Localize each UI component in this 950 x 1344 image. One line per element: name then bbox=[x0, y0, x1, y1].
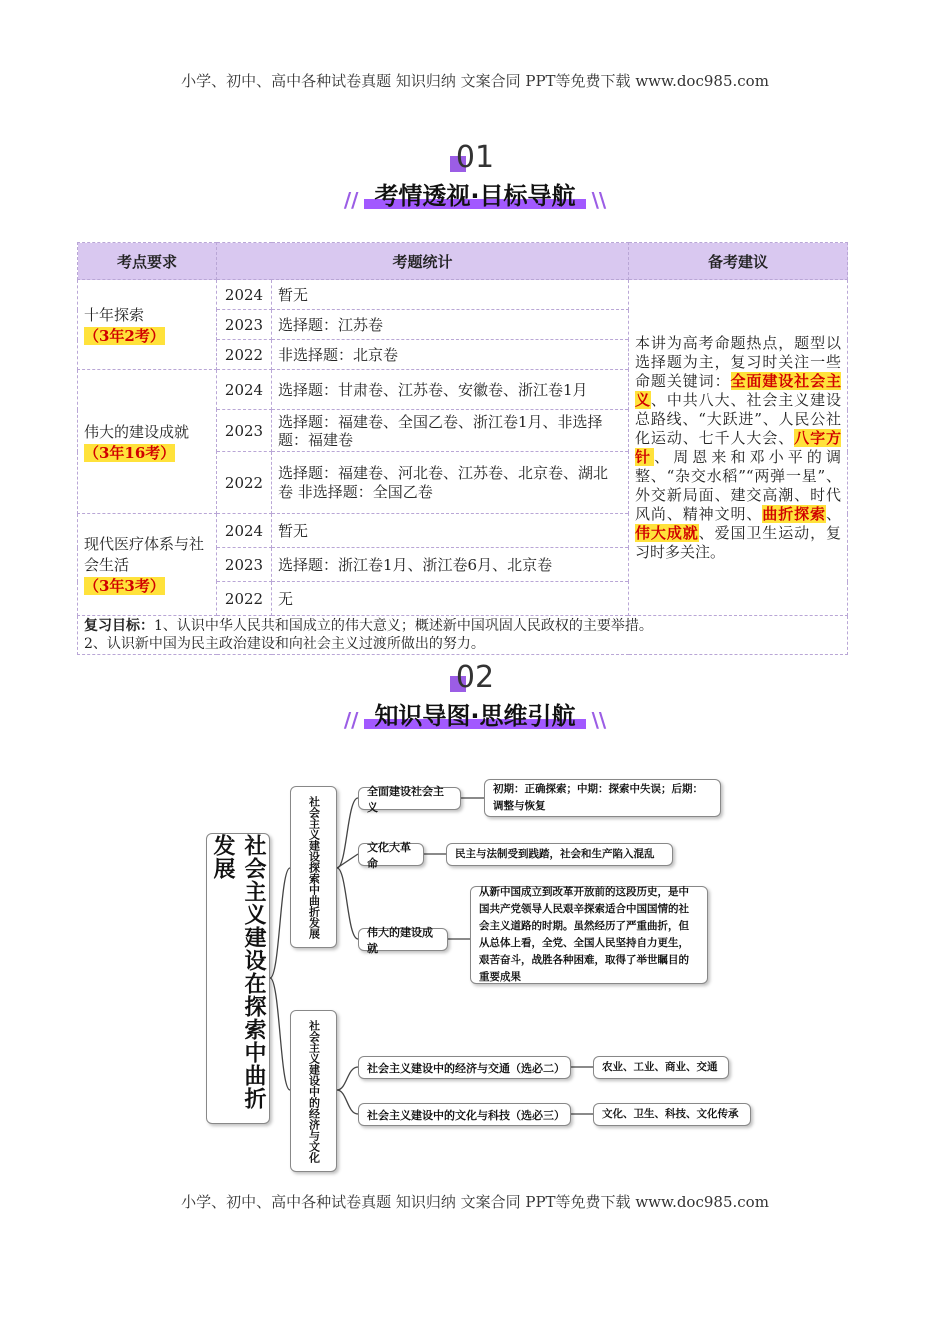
section-title: 考情透视·目标导航 bbox=[364, 176, 585, 211]
mindmap-desc: 从新中国成立到改革开放前的这段历史，是中国共产党领导人民艰辛探索适合中国国情的社会主义道路的时期。虽然经历了严重曲折，但从总体上看，全党、全国人民坚持自力更生，艰苦奋斗，战胜各种困难，取得了举世瞩目的重要成果 bbox=[470, 886, 708, 984]
section-number: 01 bbox=[456, 142, 494, 174]
count-badge: （3年3考） bbox=[84, 577, 165, 595]
mindmap-branch-2: 社会主义建设中的经济与文化 bbox=[290, 1010, 337, 1172]
topic-cell: 十年探索 （3年2考） bbox=[78, 280, 217, 370]
col-header: 考点要求 bbox=[78, 243, 217, 280]
slash-decoration-icon: // bbox=[343, 707, 359, 732]
mindmap-item: 全面建设社会主义 bbox=[358, 787, 461, 810]
topic-cell: 现代医疗体系与社会生活 （3年3考） bbox=[78, 514, 217, 616]
page-header: 小学、初中、高中各种试卷真题 知识归纳 文案合同 PPT等免费下载 www.doc985.com bbox=[181, 72, 769, 90]
page-footer: 小学、初中、高中各种试卷真题 知识归纳 文案合同 PPT等免费下载 www.doc985.com bbox=[181, 1193, 769, 1211]
col-header: 备考建议 bbox=[629, 243, 848, 280]
mindmap-item: 社会主义建设中的文化与科技（选必三） bbox=[358, 1103, 571, 1126]
mindmap-desc: 文化、卫生、科技、文化传承 bbox=[593, 1103, 751, 1126]
exam-analysis-table: 考点要求 考题统计 备考建议 十年探索 （3年2考） 2024 暂无 本讲为高考命题热点，题型以选择题为主，复习时关注一些命题关键词：全面建设社会主义、中共八大、社会主义建设总路线、“大跃进”、人民公社化运动、七千人大会、八字方针、周恩来和邓小平的调整、“杂交水稻”“两弹一星”、外交新局面、建交高潮、时代风尚、精神文明、曲折探索、伟大成就、爱国卫生运动，复习时多关注。 2023 选择题：江苏卷 2022 非选择题：北京卷 伟大的建设成就 （3年16考） 2024 选择题：甘肃卷、江苏卷、安徽卷、浙江卷1月 2023 选择题：福建卷、全国乙卷、浙江卷1月、非选择题：福建卷 2022 选择题：福建卷、河北卷、江苏卷、北京卷、湖北卷 非选择题：全国乙卷 现代医疗体系与社会生活 （3年3考） 2024 暂无 2023 选择题：浙江卷1月、浙江卷6月、北京卷 2022 无 复习目标：1、认识中华人民共和国成立的伟大意义；概述新中国巩固人民政权的主要举措。 2、认识新中国为民主政治建设和向社会主义过渡所做出的努力。 bbox=[77, 242, 848, 655]
topic-cell: 伟大的建设成就 （3年16考） bbox=[78, 370, 217, 514]
mindmap-desc: 农业、工业、商业、交通 bbox=[593, 1056, 729, 1079]
slash-decoration-icon: \\ bbox=[591, 707, 607, 732]
mindmap-desc: 初期：正确探索；中期：探索中失误；后期：调整与恢复 bbox=[484, 779, 721, 817]
slash-decoration-icon: \\ bbox=[591, 187, 607, 212]
col-header: 考题统计 bbox=[217, 243, 629, 280]
section-number: 02 bbox=[456, 662, 494, 694]
count-badge: （3年2考） bbox=[84, 326, 165, 345]
mindmap-root: 社会主义建设在探索中曲折发展 bbox=[206, 833, 270, 1124]
mindmap-item: 文化大革命 bbox=[358, 843, 424, 866]
mindmap-branch-1: 社会主义建设探索中曲折发展 bbox=[290, 786, 337, 948]
mindmap-item: 社会主义建设中的经济与交通（选必二） bbox=[358, 1056, 571, 1079]
mindmap-item: 伟大的建设成就 bbox=[358, 928, 448, 951]
section-title: 知识导图·思维引航 bbox=[364, 696, 585, 731]
count-badge: （3年16考） bbox=[84, 443, 176, 462]
mindmap-desc: 民主与法制受到践踏，社会和生产陷入混乱 bbox=[446, 843, 673, 866]
advice-cell: 本讲为高考命题热点，题型以选择题为主，复习时关注一些命题关键词：全面建设社会主义、中共八大、社会主义建设总路线、“大跃进”、人民公社化运动、七千人大会、八字方针、周恩来和邓小平的调整、“杂交水稻”“两弹一星”、外交新局面、建交高潮、时代风尚、精神文明、曲折探索、伟大成就、爱国卫生运动，复习时多关注。 bbox=[629, 280, 848, 616]
review-goals: 复习目标：1、认识中华人民共和国成立的伟大意义；概述新中国巩固人民政权的主要举措。 2、认识新中国为民主政治建设和向社会主义过渡所做出的努力。 bbox=[78, 616, 848, 655]
slash-decoration-icon: // bbox=[343, 187, 359, 212]
